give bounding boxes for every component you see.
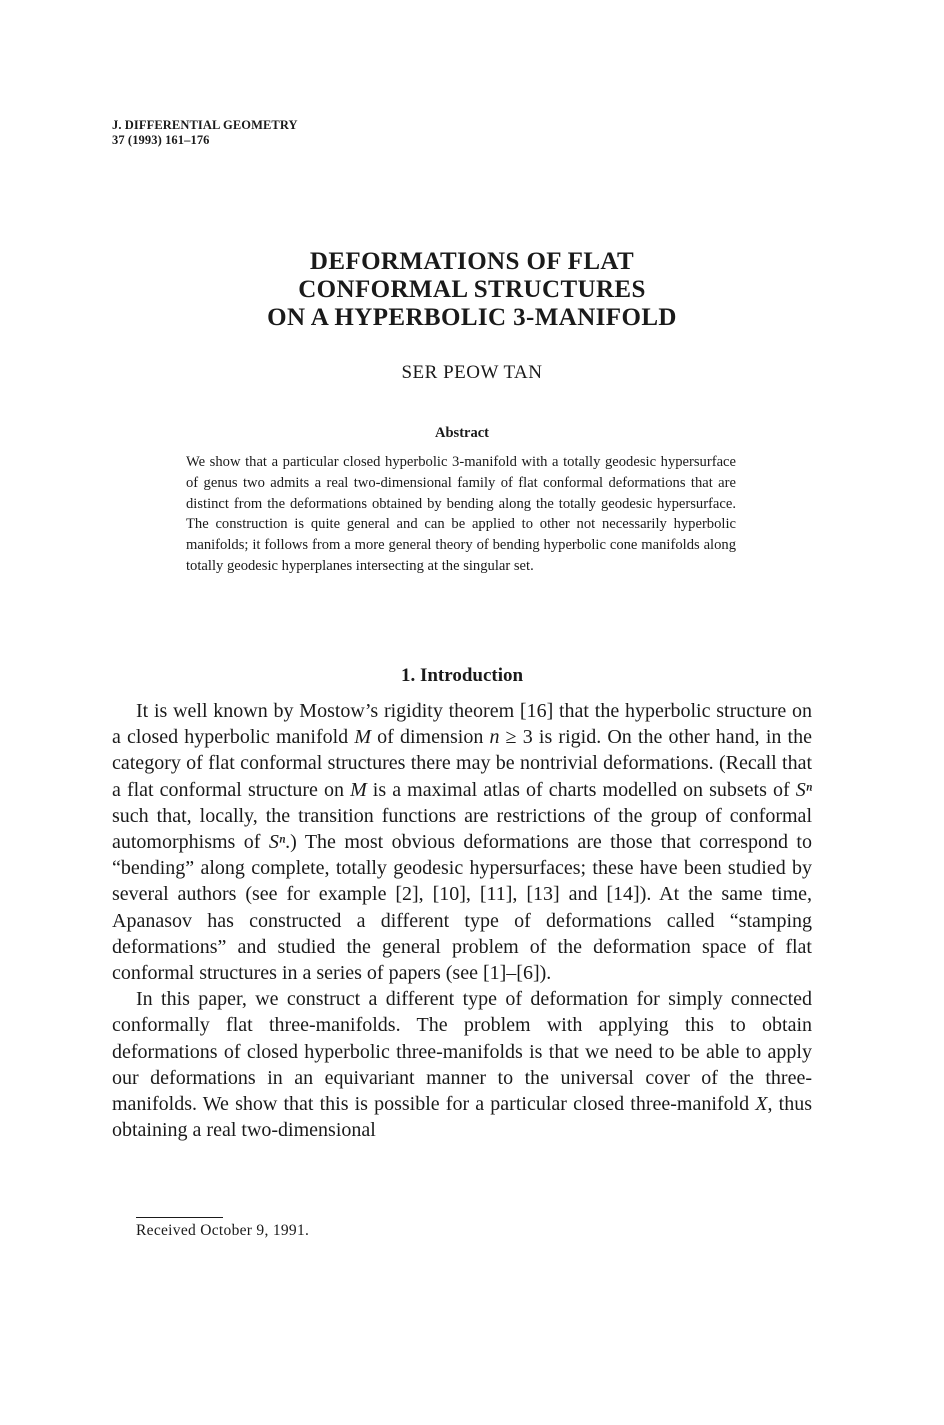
journal-volume-pages: 37 (1993) 161–176	[112, 133, 210, 147]
text-run: It is well known by Mostow’s rigidity theorem [16] that the hyperbolic structure on a closed hyperbolic manifold	[112, 700, 812, 749]
text-run: , thus obtaining a real two-dimensional	[112, 1093, 813, 1142]
text-run: is a maximal atlas of charts modelled on subsets of	[366, 778, 796, 801]
math-symbol: M	[354, 726, 372, 749]
journal-header	[112, 118, 298, 148]
footnote-divider	[136, 1217, 223, 1218]
paragraph-1	[112, 698, 812, 986]
title-line-2: CONFORMAL STRUCTURES	[298, 276, 646, 303]
math-symbol: Sⁿ	[268, 831, 286, 854]
journal-name: J. DIFFERENTIAL GEOMETRY	[112, 118, 298, 132]
introduction-body	[112, 698, 812, 1143]
received-date-footnote: Received October 9, 1991.	[136, 1222, 310, 1239]
paragraph-2	[112, 986, 812, 1143]
abstract-heading: Abstract	[435, 425, 489, 441]
math-symbol: n	[489, 726, 500, 749]
text-run: such that, locally, the transition functions are restrictions of the group of conformal automorphisms of	[112, 804, 812, 854]
text-run: of dimension	[371, 726, 490, 749]
abstract-text: We show that a particular closed hyperbolic 3-manifold with a totally geodesic hypersurface of genus two admits a real two-dimensional family of flat conformal deformations that are distinct from the deformations obtained by bending along the totally geodesic hypersurface. The construction is quite general and can be applied to other not necessarily hyperbolic manifolds; it follows from a more general theory of bending hyperbolic cone manifolds along totally geodesic hyperplanes intersecting at the singular set.	[186, 454, 736, 574]
text-run: ≥ 3 is rigid. On the other hand, in the category of flat conformal structures there may be nontrivial deformations. (Recall that a flat conformal structure on	[112, 726, 812, 801]
text-run: In this paper, we construct a different type of deformation for simply connected conformally flat three-manifolds. The problem with applying this to obtain deformations of closed hyperbolic three-manifolds is that we need to be able to apply our deformations in an equivariant manner to the universal cover of the three-manifolds. We show that this is possible for a particular closed three-manifold	[112, 988, 812, 1116]
title-line-1: DEFORMATIONS OF FLAT	[309, 248, 635, 275]
math-symbol: M	[350, 778, 367, 801]
paper-title	[0, 248, 944, 332]
title-line-3: ON A HYPERBOLIC 3-MANIFOLD	[267, 304, 677, 331]
section-heading: 1. Introduction	[400, 665, 524, 686]
text-run: .) The most obvious deformations are those that correspond to “bending” along complete, totally geodesic hypersurfaces; these have been studied by several authors (see for example [2], [10], [11], [13] and [14]). At the same time, Apanasov has constructed a different type of deformations called “stamping deformations” and studied the general problem of the deformation space of flat conformal structures in a series of papers (see [1]–[6]).	[112, 831, 812, 985]
math-symbol: X	[755, 1093, 768, 1116]
math-symbol: Sⁿ	[795, 778, 812, 801]
author-name: SER PEOW TAN	[401, 362, 543, 383]
